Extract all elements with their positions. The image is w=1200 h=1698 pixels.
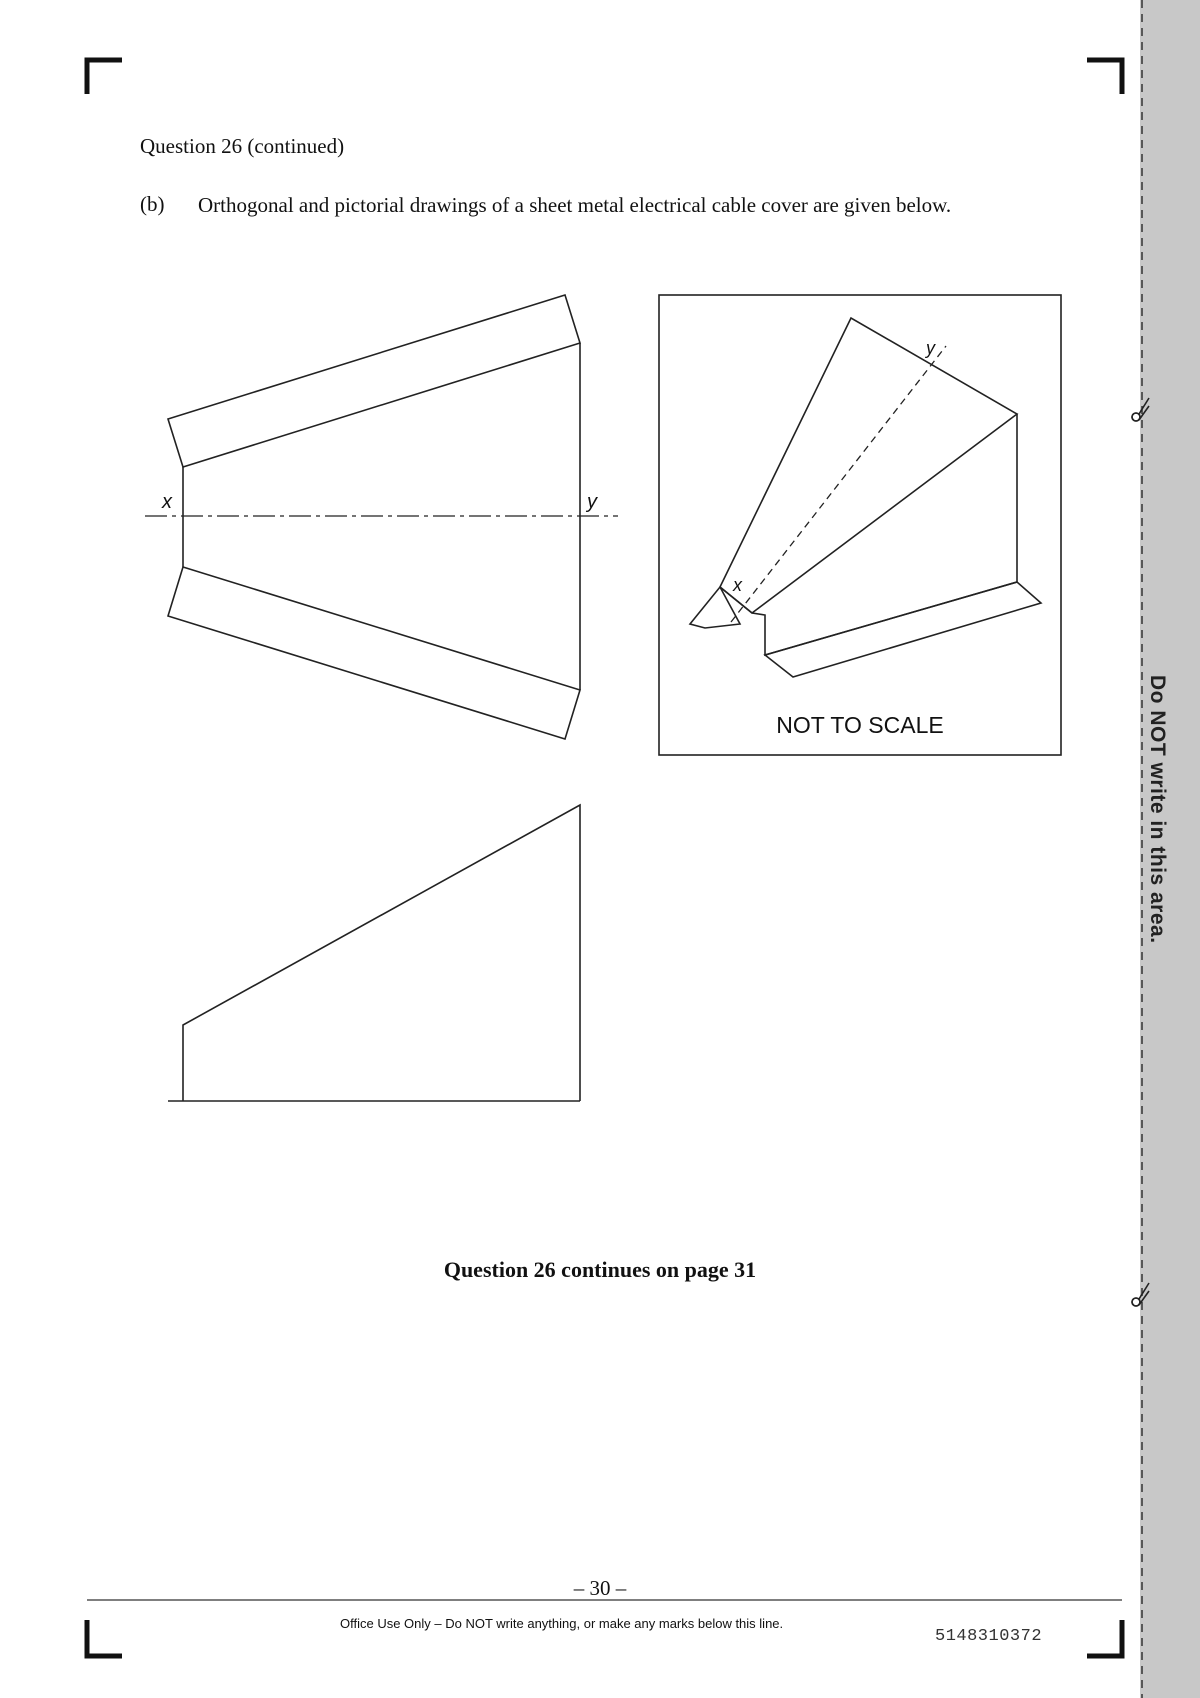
part-instructions: Orthogonal and pictorial drawings of a sheet metal electrical cable cover are given below. [198, 193, 952, 217]
front-view-label-x: x [162, 491, 172, 513]
pictorial-scale-note: NOT TO SCALE [776, 712, 944, 738]
continues-note: Question 26 continues on page 31 [443, 1257, 757, 1282]
pictorial-label-y: y [926, 338, 935, 358]
front-view-label-y: y [587, 491, 597, 513]
pictorial-label-x: x [733, 575, 742, 595]
page-number: – 30 – [573, 1576, 627, 1600]
question-heading: Question 26 (continued) [140, 134, 345, 158]
part-label: (b) [140, 192, 165, 216]
barcode-number: 5148310372 [935, 1627, 1043, 1646]
office-use-note: Office Use Only – Do NOT write anything, or make any marks below this line. [340, 1616, 784, 1631]
margin-warning-text: Do NOT write in this area. [1146, 675, 1169, 944]
